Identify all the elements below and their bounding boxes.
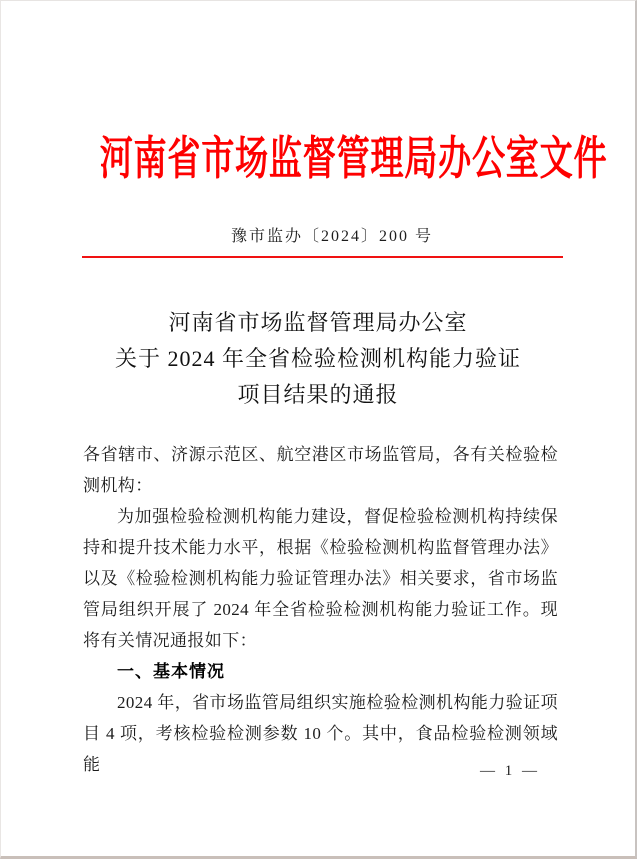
document-number: 豫市监办〔2024〕200 号 (230, 228, 433, 245)
intro-paragraph: 为加强检验检测机构能力建设，督促检验检测机构持续保持和提升技术能力水平，根据《检验检测机构监督管理办法》以及《检验检测机构能力验证管理办法》相关要求，省市场监管局组织开展了 2024 年全省检验检测机构能力验证工作。现将有关情况通报如下： (83, 507, 558, 650)
page-number: — 1 — (480, 763, 540, 779)
letterhead-title-text: 河南省市场监督管理局办公室文件 (99, 133, 608, 184)
salutation-paragraph: 各省辖市、济源示范区、航空港区市场监管局，各有关检验检测机构： (83, 445, 558, 495)
document-title-line2: 关于 2024 年全省检验检测机构能力验证 (114, 346, 521, 371)
document-body (83, 439, 558, 780)
red-divider-rule (82, 256, 563, 258)
section-paragraph: 2024 年，省市场监管局组织实施检验检测机构能力验证项目 4 项，考核检验检测参数 10 个。其中，食品检验检测领域能 (83, 693, 558, 774)
document-title (1, 305, 635, 413)
letterhead-title (1, 127, 635, 191)
section-heading-basic-situation: 一、基本情况 (117, 662, 225, 681)
document-title-line3: 项目结果的通报 (237, 382, 399, 407)
document-title-line1: 河南省市场监督管理局办公室 (168, 310, 468, 335)
